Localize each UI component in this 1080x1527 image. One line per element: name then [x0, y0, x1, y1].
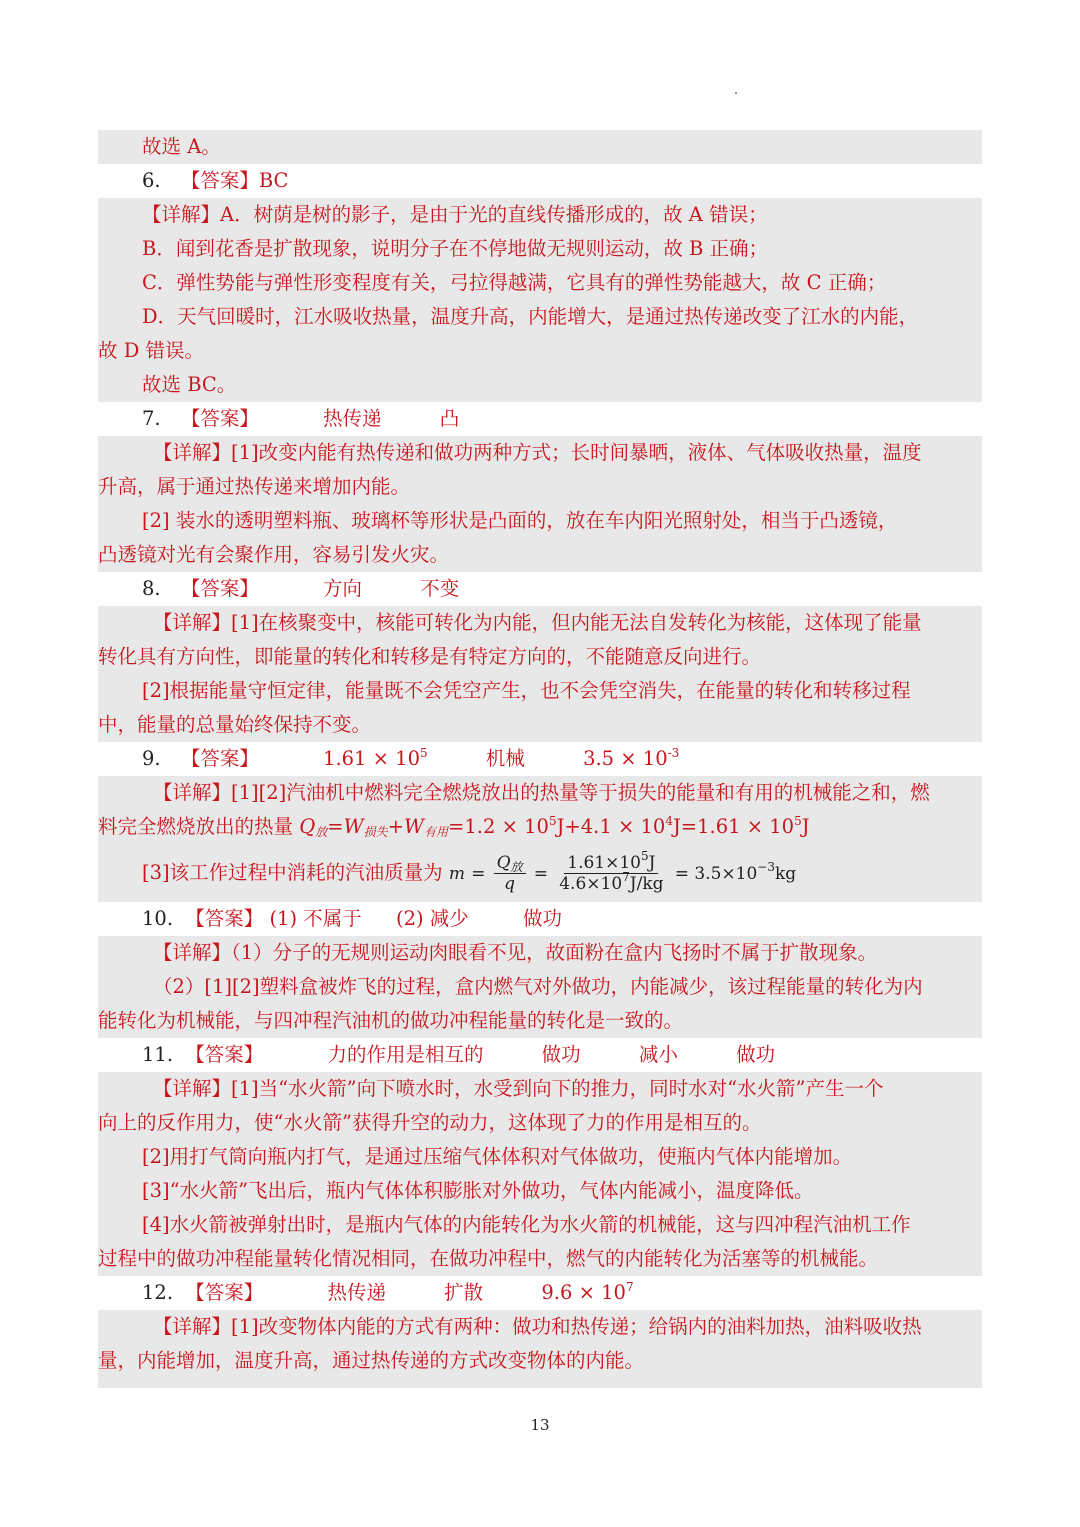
q5-conclusion: 故选 A。	[98, 130, 982, 164]
q11-detail-6: 过程中的做功冲程能量转化情况相同，在做功冲程中，燃气的内能转化为活塞等的机械能。	[98, 1242, 982, 1276]
page-number: 13	[530, 1416, 550, 1434]
q8-detail-2: 转化具有方向性，即能量的转化和转移是有特定方向的，不能随意反向进行。	[98, 640, 982, 674]
q10-answer-tag: 【答案】	[185, 907, 264, 930]
q7-answer-2: 凸	[439, 407, 460, 430]
q6-detail-4: D．天气回暖时，江水吸收热量，温度升高，内能增大，是通过热传递改变了江水的内能，	[98, 300, 982, 334]
q11-detail-5: [4]水火箭被弹射出时，是瓶内气体的内能转化为水火箭的机械能，这与四冲程汽油机工作	[98, 1208, 982, 1242]
q9-detail-1: 【详解】[1][2]汽油机中燃料完全燃烧放出的热量等于损失的能量和有用的机械能之和，燃	[98, 776, 982, 810]
q12-answer-tag: 【答案】	[185, 1281, 264, 1304]
q8-answer-2: 不变	[420, 577, 460, 600]
q8-detail-1: 【详解】[1]在核聚变中，核能可转化为内能，但内能无法自发转化为核能，这体现了能量	[98, 606, 982, 640]
q9-answer-tag: 【答案】	[180, 747, 259, 770]
q6-detail-2: B．闻到花香是扩散现象，说明分子在不停地做无规则运动，故 B 正确；	[98, 232, 982, 266]
q7-detail-4: 凸透镜对光有会聚作用，容易引发火灾。	[98, 538, 982, 572]
q11-answer-line	[98, 1038, 982, 1072]
q8-answer-1: 方向	[323, 577, 363, 600]
formula-m: m	[448, 864, 465, 884]
q7-detail-3: [2] 装水的透明塑料瓶、玻璃杯等形状是凸面的，放在车内阳光照射处，相当于凸透镜，	[98, 504, 982, 538]
q6-answer-line	[98, 164, 982, 198]
fraction-q-over-q: $\frac{Q_放}{q}$	[494, 853, 526, 894]
q9-answer-2: 机械	[485, 747, 525, 770]
q6-number: 6.	[142, 169, 161, 192]
q9-number: 9.	[142, 747, 161, 770]
q7-answer-1: 热传递	[323, 407, 382, 430]
shade-tail	[98, 1378, 982, 1388]
q12-detail-2: 量，内能增加，温度升高，通过热传递的方式改变物体的内能。	[98, 1344, 982, 1378]
q8-detail-4: 中，能量的总量始终保持不变。	[98, 708, 982, 742]
q11-detail-1: 【详解】[1]当“水火箭”向下喷水时，水受到向下的推力，同时水对“水火箭”产生一个	[98, 1072, 982, 1106]
q6-detail-3: C．弹性势能与弹性形变程度有关，弓拉得越满，它具有的弹性势能越大，故 C 正确；	[98, 266, 982, 300]
q11-answer-3: 减小	[638, 1043, 678, 1066]
q9-detail-2: 料完全燃烧放出的热量 $Q_放=W_{损失}+W_{有用}=1.2 \times 10^5J+4.1 \times 10^4J=1.61 \times 10^5J$	[98, 810, 982, 844]
q9-answer-line	[98, 742, 982, 776]
q10-answer-1: (1) 不属于	[269, 907, 362, 930]
q12-number: 12.	[142, 1281, 174, 1304]
q8-answer-line	[98, 572, 982, 606]
q8-detail-3: [2]根据能量守恒定律，能量既不会凭空产生，也不会凭空消失，在能量的转化和转移过程	[98, 674, 982, 708]
q10-detail-2: （2）[1][2]塑料盒被炸飞的过程，盒内燃气对外做功，内能减少，该过程能量的转化为内	[98, 970, 982, 1004]
fraction-values: $\frac{1.61\times 10^5J}{4.6\times 10^7J/kg}$	[559, 849, 664, 894]
q10-number: 10.	[142, 907, 174, 930]
q10-answer-line	[98, 902, 982, 936]
q10-detail-3: 能转化为机械能，与四冲程汽油机的做功冲程能量的转化是一致的。	[98, 1004, 982, 1038]
q12-detail-1: 【详解】[1]改变物体内能的方式有两种：做功和热传递；给锅内的油料加热，油料吸收热	[98, 1310, 982, 1344]
q9-detail-3-formula: [3]该工作过程中消耗的汽油质量为 m = $\frac{Q_放}{q}$ = $\frac{1.61\times 10^5J}{4.6\times 10^7J/kg}$ = $3.5\times 10^{-3}kg$	[98, 844, 982, 902]
answer-content	[98, 130, 982, 1388]
q7-answer-line	[98, 402, 982, 436]
q7-number: 7.	[142, 407, 161, 430]
q12-answer-3: $9.6 \times 10^7$	[541, 1280, 634, 1304]
q11-number: 11.	[142, 1043, 174, 1066]
scan-dot	[735, 92, 737, 94]
q11-detail-2: 向上的反作用力，使“水火箭”获得升空的动力，这体现了力的作用是相互的。	[98, 1106, 982, 1140]
q11-answer-4: 做功	[736, 1043, 776, 1066]
q10-answer-3: 做功	[523, 907, 563, 930]
q9-answer-1: $1.61 \times 10^5$	[323, 746, 428, 770]
q12-answer-2: 扩散	[444, 1281, 484, 1304]
q11-detail-3: [2]用打气筒向瓶内打气，是通过压缩气体体积对气体做功，使瓶内气体内能增加。	[98, 1140, 982, 1174]
q6-conclusion: 故选 BC。	[98, 368, 982, 402]
q11-answer-tag: 【答案】	[185, 1043, 264, 1066]
q10-detail-1: 【详解】（1）分子的无规则运动肉眼看不见，故面粉在盒内飞扬时不属于扩散现象。	[98, 936, 982, 970]
q12-answer-1: 热传递	[327, 1281, 386, 1304]
q12-answer-line	[98, 1276, 982, 1310]
q7-answer-tag: 【答案】	[180, 407, 259, 430]
q10-answer-2: (2) 减少	[395, 907, 469, 930]
q6-answer-value: BC	[258, 169, 289, 192]
q6-answer-tag: 【答案】	[180, 169, 259, 192]
q11-answer-1: 力的作用是相互的	[327, 1043, 484, 1066]
q8-number: 8.	[142, 577, 161, 600]
q6-detail-5: 故 D 错误。	[98, 334, 982, 368]
q11-detail-4: [3]“水火箭”飞出后，瓶内气体体积膨胀对外做功，气体内能减小，温度降低。	[98, 1174, 982, 1208]
q6-detail-1: 【详解】A．树荫是树的影子，是由于光的直线传播形成的，故 A 错误；	[98, 198, 982, 232]
q11-answer-2: 做功	[541, 1043, 581, 1066]
q9-answer-3: $3.5 \times 10^{-3}$	[583, 746, 680, 770]
q7-detail-1: 【详解】[1]改变内能有热传递和做功两种方式；长时间暴晒，液体、气体吸收热量，温度	[98, 436, 982, 470]
q8-answer-tag: 【答案】	[180, 577, 259, 600]
q7-detail-2: 升高，属于通过热传递来增加内能。	[98, 470, 982, 504]
